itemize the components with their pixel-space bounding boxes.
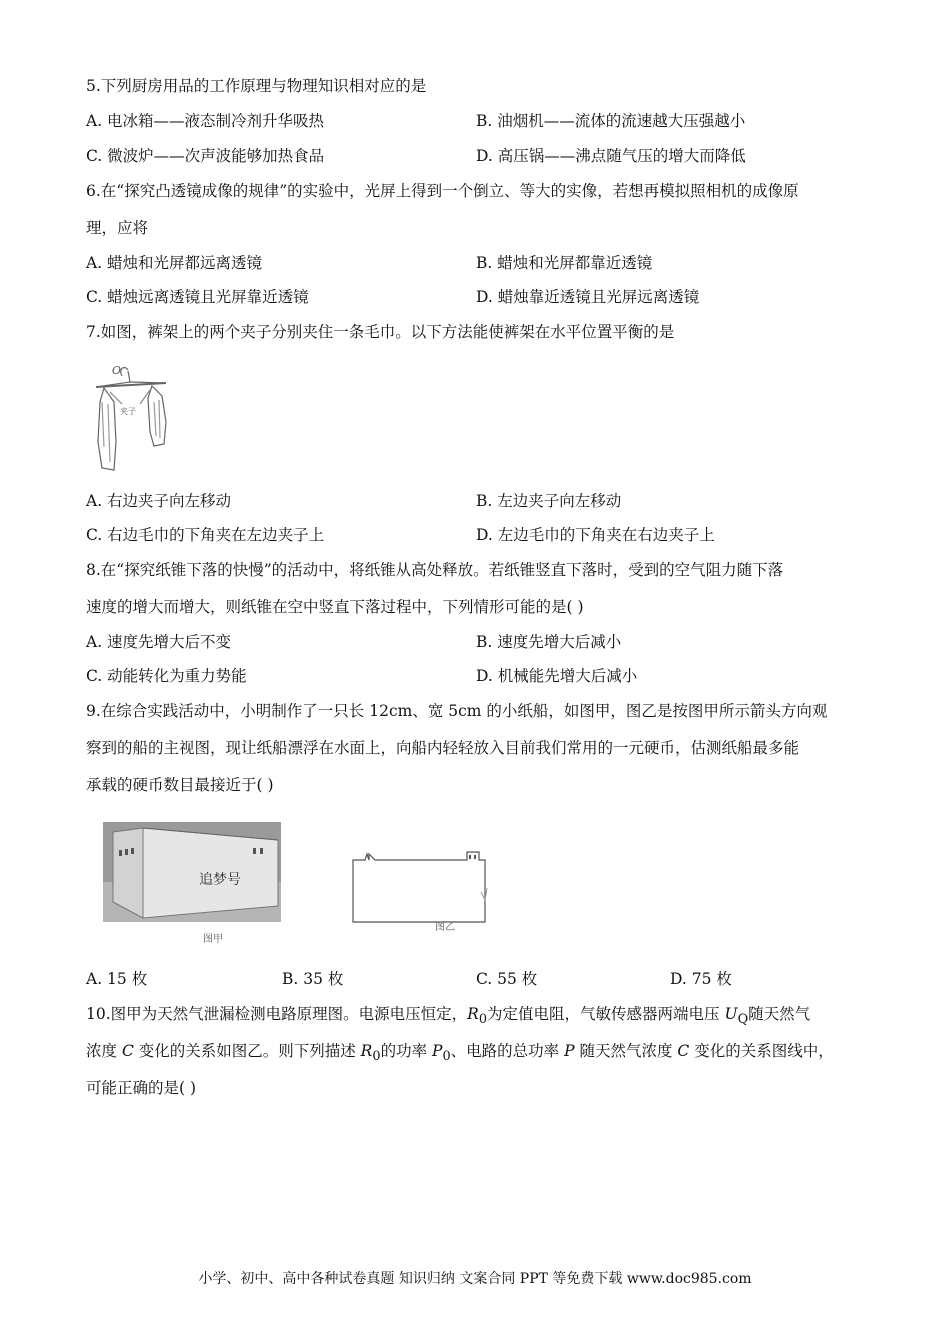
q5-option-d: D. 高压锅——沸点随气压的增大而降低 [476, 147, 746, 165]
q10-stem-line3: 可能正确的是( ) [86, 1079, 197, 1097]
boat-front-view [345, 822, 495, 948]
q6-option-c: C. 蜡烛远离透镜且光屏靠近透镜 [86, 288, 309, 306]
q9-option-b: B. 35 枚 [282, 970, 344, 988]
q7-stem: 7.如图，裤架上的两个夹子分别夹住一条毛巾。以下方法能使裤架在水平位置平衡的是 [86, 323, 675, 341]
q5-option-c: C. 微波炉——次声波能够加热食品 [86, 147, 325, 165]
q6-option-b: B. 蜡烛和光屏都靠近透镜 [476, 254, 653, 272]
q10-stem-line2: 浓度 C 变化的关系如图乙。则下列描述 $R_0$的功率 $P_0$、电路的总功率 P 随天然气浓度 C 变化的关系图线中， [86, 1042, 834, 1065]
q9-option-a: A. 15 枚 [86, 970, 148, 988]
q8-option-c: C. 动能转化为重力势能 [86, 667, 247, 685]
page-footer: 小学、初中、高中各种试卷真题 知识归纳 文案合同 PPT 等免费下载 www.doc985.com [198, 1271, 752, 1287]
q6-stem-line2: 理，应将 [86, 219, 149, 237]
q9-option-d: D. 75 枚 [670, 970, 732, 988]
clip-label: 夹子 [120, 407, 136, 416]
q7-option-a: A. 右边夹子向左移动 [86, 492, 232, 510]
q8-option-b: B. 速度先增大后减小 [476, 633, 622, 651]
q6-option-a: A. 蜡烛和光屏都远离透镜 [86, 254, 263, 272]
figure-b-caption: 图乙 [435, 922, 455, 933]
q8-option-d: D. 机械能先增大后减小 [476, 667, 638, 685]
q5-option-b: B. 油烟机——流体的流速越大压强越小 [476, 112, 746, 130]
figure-a-caption: 图甲 [203, 934, 223, 945]
q6-option-d: D. 蜡烛靠近透镜且光屏远离透镜 [476, 288, 700, 306]
q5-option-a: A. 电冰箱——液态制冷剂升华吸热 [86, 112, 325, 130]
q7-option-c: C. 右边毛巾的下角夹在左边夹子上 [86, 526, 325, 544]
q9-stem-line3: 承载的硬币数目最接近于( ) [86, 776, 274, 794]
left-towel [98, 388, 116, 470]
q8-option-a: A. 速度先增大后不变 [86, 633, 232, 651]
right-towel [148, 386, 166, 446]
q9-stem-line2: 察到的船的主视图，现让纸船漂浮在水面上，向船内轻轻放入目前我们常用的一元硬币，估测纸船最多能 [86, 739, 800, 757]
q10-stem-line1: 10.图甲为天然气泄漏检测电路原理图。电源电压恒定，$R_0$为定值电阻，气敏传感器两端电压 $U_Q$随天然气 [86, 1005, 811, 1028]
q7-option-b: B. 左边夹子向左移动 [476, 492, 622, 510]
q9-stem-line1: 9.在综合实践活动中，小明制作了一只长 12cm、宽 5cm 的小纸船，如图甲，图乙是按图甲所示箭头方向观 [86, 702, 828, 720]
paper-boat-photo [103, 822, 281, 948]
q7-option-d: D. 左边毛巾的下角夹在右边夹子上 [476, 526, 715, 544]
q5-stem: 5.下列厨房用品的工作原理与物理知识相对应的是 [86, 77, 427, 95]
pivot-label: O [112, 364, 122, 377]
boat-side-text: 追梦号 [199, 872, 241, 888]
q8-stem-line1: 8.在“探究纸锥下落的快慢”的活动中，将纸锥从高处释放。若纸锥竖直下落时，受到的空气阻力随下落 [86, 561, 784, 579]
q9-option-c: C. 55 枚 [476, 970, 538, 988]
hanger-hook [121, 368, 128, 376]
q8-stem-line2: 速度的增大而增大，则纸锥在空中竖直下落过程中，下列情形可能的是( ) [86, 598, 584, 616]
hanger-towel-figure [92, 362, 177, 474]
hanger-neck [128, 371, 130, 382]
q6-stem-line1: 6.在“探究凸透镜成像的规律”的实验中，光屏上得到一个倒立、等大的实像，若想再模拟照相机的成像原 [86, 182, 799, 200]
